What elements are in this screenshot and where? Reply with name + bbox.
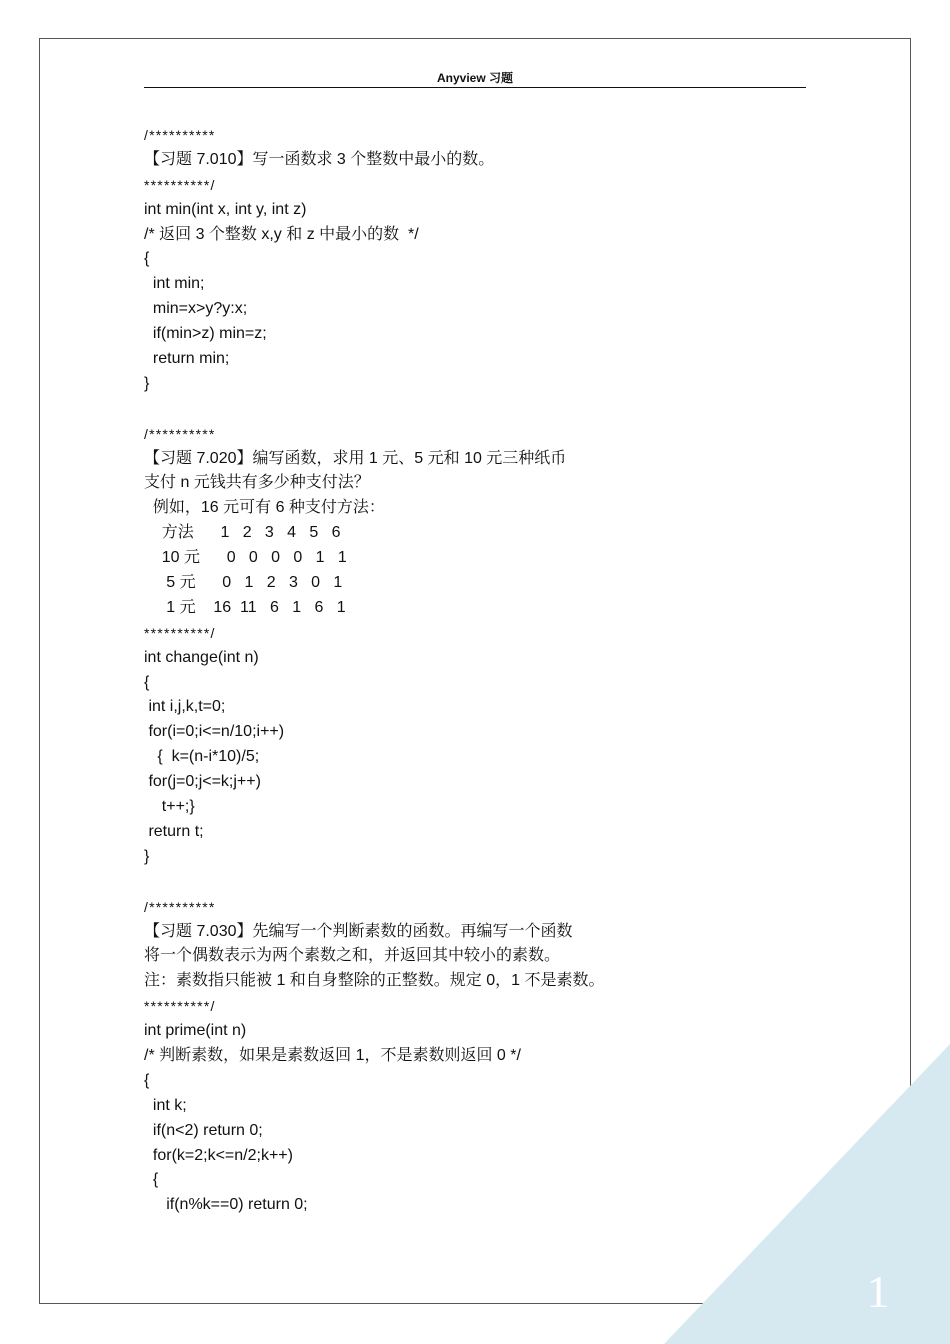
document-line: min=x>y?y:x; (144, 300, 248, 318)
document-line: } (144, 374, 150, 392)
page-number: 1 (866, 1266, 890, 1317)
document-line: 将一个偶数表示为两个素数之和，并返回其中较小的素数。 (144, 947, 561, 965)
document-line: /********** (144, 898, 216, 915)
document-line: /* 判断素数，如果是素数返回 1，不是素数则返回 0 */ (144, 1046, 521, 1064)
document-line: if(n%k==0) return 0; (144, 1196, 308, 1214)
document-line (144, 870, 824, 895)
document-line: t++;} (144, 798, 195, 816)
document-line: 注：素数指只能被 1 和自身整除的正整数。规定 0，1 不是素数。 (144, 972, 605, 990)
document-line: } (144, 847, 150, 865)
document-line: int k; (144, 1096, 187, 1114)
document-line: 10 元 0 0 0 0 1 1 (144, 549, 347, 567)
document-line: 例如，16 元可有 6 种支付方法： (144, 499, 385, 517)
document-line: /********** (144, 127, 216, 143)
document-line: 【习题 7.010】写一函数求 3 个整数中最小的数。 (144, 150, 495, 168)
document-line: int change(int n) (144, 648, 259, 666)
document-line: for(i=0;i<=n/10;i++) (144, 723, 285, 741)
document-line: **********/ (144, 624, 216, 641)
document-line: /* 返回 3 个整数 x,y 和 z 中最小的数 */ (144, 225, 419, 243)
header-rule (144, 87, 806, 88)
header-title: Anyview 习题 (436, 71, 514, 85)
document-line: **********/ (144, 998, 216, 1015)
document-line: int i,j,k,t=0; (144, 698, 226, 716)
document-line: /********** (144, 425, 216, 442)
document-line: return t; (144, 822, 204, 840)
document-line (144, 397, 824, 422)
document-line: if(n<2) return 0; (144, 1121, 263, 1139)
document-line: { k=(n-i*10)/5; (144, 748, 260, 766)
document-line: for(k=2;k<=n/2;k++) (144, 1146, 293, 1164)
document-line: **********/ (144, 176, 216, 193)
document-line: if(min>z) min=z; (144, 325, 267, 343)
document-line: 【习题 7.030】先编写一个判断素数的函数。再编写一个函数 (144, 922, 573, 940)
document-line: 5 元 0 1 2 3 0 1 (144, 574, 343, 592)
document-line: 方法 1 2 3 4 5 6 (144, 524, 341, 542)
document-line: { (144, 1071, 150, 1089)
document-line: int prime(int n) (144, 1022, 247, 1040)
document-line: return min; (144, 350, 230, 368)
document-line: int min; (144, 275, 205, 293)
document-body (144, 123, 824, 1218)
document-line: 1 元 16 11 6 1 6 1 (144, 598, 346, 616)
document-line: int min(int x, int y, int z) (144, 200, 307, 218)
document-line: { (144, 673, 150, 691)
document-line: for(j=0;j<=k;j++) (144, 773, 261, 791)
document-line: { (144, 1171, 159, 1189)
document-line: 支付 n 元钱共有多少种支付法？ (144, 474, 370, 492)
document-line: { (144, 250, 150, 268)
document-line: 【习题 7.020】编写函数，求用 1 元、5 元和 10 元三种纸币 (144, 449, 567, 467)
